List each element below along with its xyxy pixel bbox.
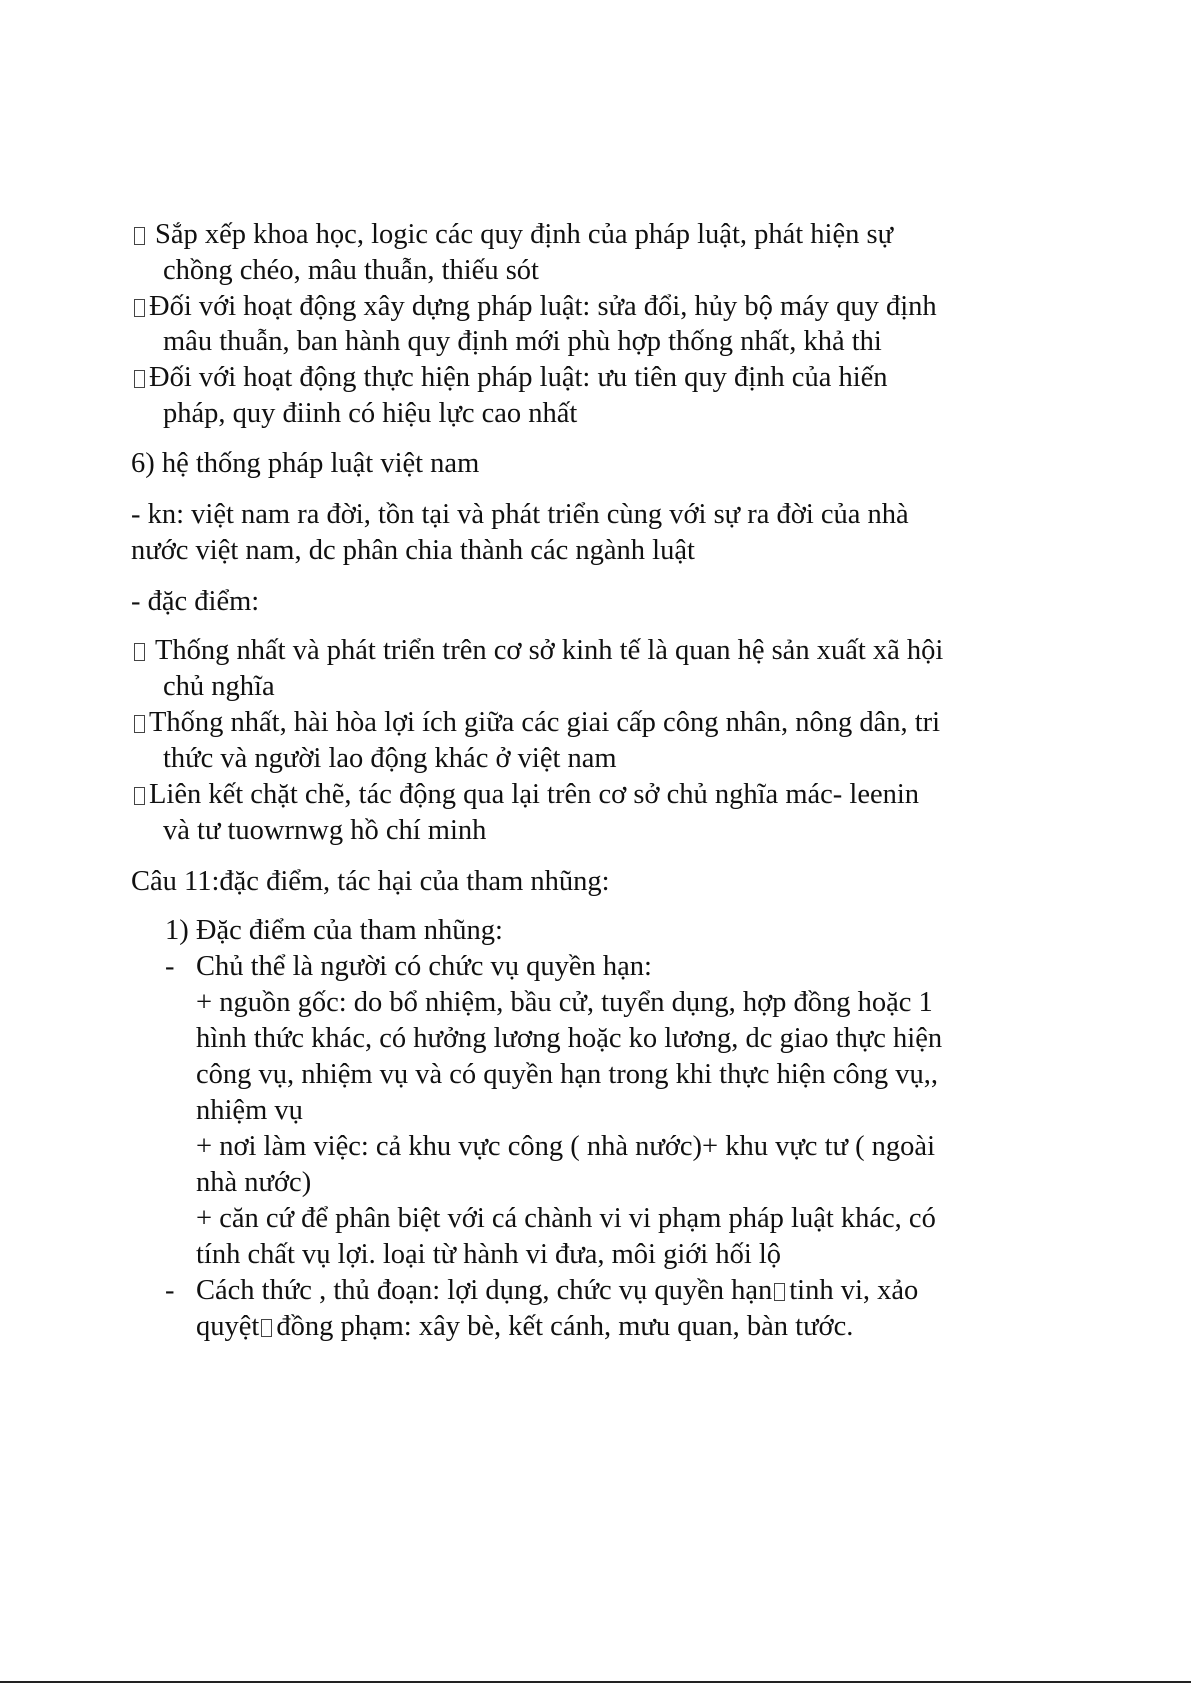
dash-item-text: nhiệm vụ	[196, 1095, 303, 1126]
dash-text-part: Cách thức , thủ đoạn: lợi dụng, chức vụ quyền hạn	[196, 1275, 773, 1306]
arrow-box-icon	[261, 1319, 272, 1337]
bullet-text: Thống nhất và phát triển trên cơ sở kinh tế là quan hệ sản xuất xã hội	[155, 635, 944, 666]
bullet-line	[134, 634, 943, 668]
dash-text-part: tinh vi, xảo	[789, 1275, 919, 1306]
bullet-text: Thống nhất, hài hòa lợi ích giữa các giai cấp công nhân, nông dân, tri	[149, 707, 941, 738]
dash-item-text	[196, 1274, 918, 1308]
bullet-box-icon	[134, 787, 145, 805]
bullet-continuation: và tư tuowrnwg hồ chí minh	[163, 815, 487, 846]
bullet-continuation: chồng chéo, mâu thuẫn, thiếu sót	[163, 255, 539, 286]
bullet-box-icon	[134, 715, 145, 733]
dash-text-part: quyệt	[196, 1311, 260, 1342]
bullet-line	[134, 706, 940, 740]
bullet-line	[134, 778, 919, 812]
dash-marker: -	[165, 951, 175, 982]
bullet-continuation: chủ nghĩa	[163, 671, 275, 702]
bullet-continuation: thức và người lao động khác ở việt nam	[163, 743, 617, 774]
dash-item-text: + nơi làm việc: cả khu vực công ( nhà nước)+ khu vực tư ( ngoài	[196, 1131, 935, 1162]
arrow-box-icon	[774, 1283, 785, 1301]
page-bottom-divider	[0, 1681, 1191, 1683]
numbered-item: 1) Đặc điểm của tham nhũng:	[165, 915, 503, 946]
bullet-continuation: mâu thuẫn, ban hành quy định mới phù hợp thống nhất, khả thi	[163, 326, 882, 357]
question-heading: Câu 11:đặc điểm, tác hại của tham nhũng:	[131, 866, 610, 897]
bullet-line	[134, 361, 888, 395]
dash-item-text: Chủ thể là người có chức vụ quyền hạn:	[196, 951, 652, 982]
section-heading: 6) hệ thống pháp luật việt nam	[131, 448, 480, 479]
dash-item-text: công vụ, nhiệm vụ và có quyền hạn trong khi thực hiện công vụ,,	[196, 1059, 939, 1090]
bullet-box-icon	[134, 370, 145, 388]
bullet-box-icon	[134, 227, 145, 245]
bullet-line	[134, 290, 937, 324]
dash-item-text: hình thức khác, có hưởng lương hoặc ko lương, dc giao thực hiện	[196, 1023, 943, 1054]
bullet-continuation: pháp, quy điinh có hiệu lực cao nhất	[163, 398, 578, 429]
paragraph-line: nước việt nam, dc phân chia thành các ngành luật	[131, 535, 695, 566]
dash-item-text	[196, 1310, 853, 1344]
bullet-text: Đối với hoạt động thực hiện pháp luật: ưu tiên quy định của hiến	[149, 362, 888, 393]
dash-item-text: + nguồn gốc: do bổ nhiệm, bầu cử, tuyển dụng, hợp đồng hoặc 1	[196, 987, 933, 1018]
paragraph-line: - kn: việt nam ra đời, tồn tại và phát triển cùng với sự ra đời của nhà	[131, 499, 909, 530]
dash-marker: -	[165, 1275, 175, 1306]
dash-text-part: đồng phạm: xây bè, kết cánh, mưu quan, bàn tước.	[276, 1311, 854, 1342]
bullet-text: Sắp xếp khoa học, logic các quy định của pháp luật, phát hiện sự	[155, 219, 894, 250]
dash-item-text: tính chất vụ lợi. loại từ hành vi đưa, môi giới hối lộ	[196, 1239, 782, 1270]
bullet-text: Đối với hoạt động xây dựng pháp luật: sửa đổi, hủy bộ máy quy định	[149, 291, 937, 322]
bullet-box-icon	[134, 299, 145, 317]
bullet-line	[134, 218, 893, 252]
paragraph-line: - đặc điểm:	[131, 586, 260, 617]
dash-item-text: nhà nước)	[196, 1167, 312, 1198]
bullet-text: Liên kết chặt chẽ, tác động qua lại trên cơ sở chủ nghĩa mác- leenin	[149, 779, 920, 810]
dash-item-text: + căn cứ để phân biệt với cá chành vi vi phạm pháp luật khác, có	[196, 1203, 936, 1234]
bullet-box-icon	[134, 643, 145, 661]
